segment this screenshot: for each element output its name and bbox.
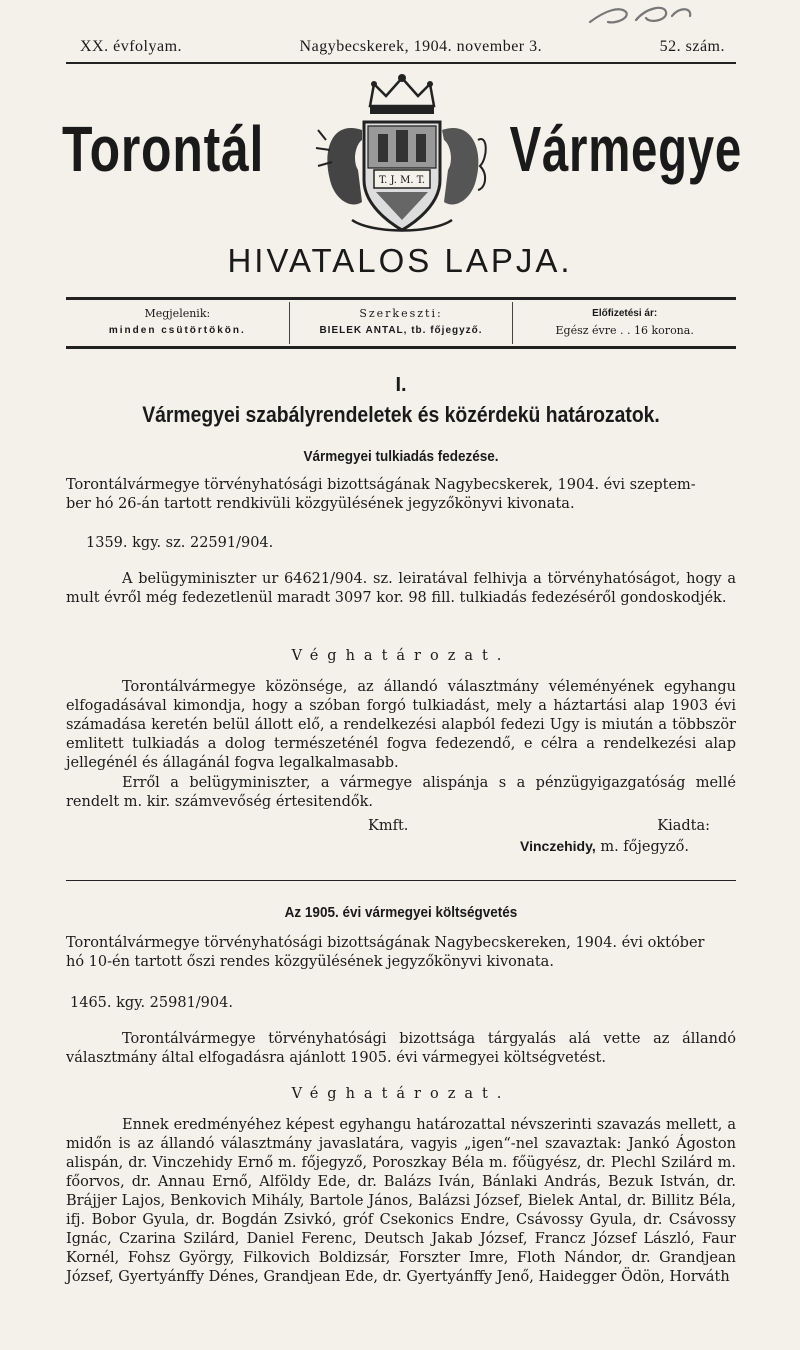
price-value: Egész évre . . 16 korona.: [555, 324, 694, 337]
info-editor: [289, 302, 513, 344]
section1-resolution-heading: Véghatározat.: [291, 648, 511, 664]
section-title: Vármegyei szabályrendeletek és közérdekü határozatok.: [142, 402, 660, 427]
appears-value: minden csütörtökön.: [108, 325, 246, 336]
section2-paragraph2: Ennek eredményéhez képest egyhangu határozattal névszerinti szavazás mellett, a midőn is az állandó választmány javaslatára, vagyis „igen“-nel szavaztak: Jankó Ágoston alispán, dr. Vinczehidy Ernő m. főjegyző, Poroszkay Béla m. főügyész, dr. Plechl Szilárd m. főorvos, dr. Annau Ernő, Alföldy Ede, dr. Balázs Iván, Bánlaki András, Bezuk István, dr. Brájjer Lajos, Benkovich Mihály, Bartole János, Balázsi József, Bielek Antal, dr. Billitz Béla, ifj. Bobor Gyula, dr. Bogdán Zsivkó, gróf Csekonics Endre, Csávossy Gyula, dr. Csávossy Ignác, Czarina Szilárd, Daniel Ferenc, Deutsch Jakab József, Francz József László, Faur Kornél, Fohsz György, Filkovich Boldizsár, Forszter Imre, Floth Nándor, dr. Grandjean József, Gyertyánffy Dénes, Grandjean Ede, dr. Gyertyánffy Jenő, Haidegger Ödön, Horváth: [66, 1117, 736, 1285]
section2-subtitle: Az 1905. évi vármegyei költségvetés: [284, 904, 518, 921]
section1-paragraph3: Erről a belügyminiszter, a vármegye alispánja s a pénzügyigazgatóság mellé rendelt m. kir. számvevőség értesitendők.: [66, 775, 736, 810]
signature-row: [368, 818, 710, 834]
title-right: Vármegye: [509, 113, 742, 185]
header-rule: [66, 62, 736, 64]
section2-intro-line1: Torontálvármegye törvényhatósági bizottságának Nagybecskereken, 1904. évi október: [66, 935, 705, 951]
editor-value: BIELEK ANTAL, tb. főjegyző.: [319, 325, 483, 336]
issue-number: 52. szám.: [659, 38, 725, 55]
section-divider: [66, 880, 736, 881]
signature: [520, 838, 740, 855]
title-left: Torontál: [62, 113, 265, 185]
section1-subtitle: Vármegyei tulkiadás fedezése.: [303, 448, 499, 465]
section1-intro-line2: ber hó 26-án tartott rendkivüli közgyülésének jegyzőkönyvi kivonata.: [66, 496, 575, 512]
section2-resolution-heading: Véghatározat.: [291, 1086, 511, 1102]
info-price: [512, 302, 736, 344]
section2-paragraph1: Torontálvármegye törvényhatósági bizottsága tárgyalás alá vette az állandó választmány által elfogadásra ajánlott 1905. évi vármegyei költségvetést.: [66, 1031, 736, 1066]
section1-paragraph2: Torontálvármegye közönsége, az állandó választmány véleményének egyhangu elfogadásával kimondja, hogy a szóban forgó tulkiadást, mely a háztartási alap 1903 évi számadása keretén belül állott elő, a rendelkezési alapból fedezi Ugy is miután a többször emlitett tulkiadás a dolog természeténél fogva fedezendő, e célra a rendelkezési alap jellegénél és állagánál fogva legalkalmasabb.: [66, 679, 736, 771]
section1-paragraph1: A belügyminiszter ur 64621/904. sz. leiratával felhivja a törvényhatóságot, hogy a mult évről még fedezetlenül maradt 3097 kor. 98 fill. tulkiadás fedezéséről gondoskodjék.: [66, 571, 736, 606]
info-bar: [66, 302, 736, 344]
masthead: [62, 70, 742, 240]
info-rule-bottom: [66, 346, 736, 349]
crest-label: T. J. M. T.: [378, 175, 426, 186]
kmft: Kmft.: [368, 818, 409, 834]
section2-reference: 1465. kgy. 25981/904.: [70, 995, 233, 1011]
editor-label: Szerkeszti:: [359, 307, 443, 320]
info-rule-top: [66, 297, 736, 300]
place-date: Nagybecskerek, 1904. november 3.: [299, 38, 543, 55]
section1-reference: 1359. kgy. sz. 22591/904.: [86, 535, 274, 551]
issued-label: Kiadta:: [657, 818, 710, 834]
section1-intro-line1: Torontálvármegye törvényhatósági bizottságának Nagybecskerek, 1904. évi szeptem-: [66, 477, 696, 493]
info-appears: [66, 302, 289, 344]
volume: XX. évfolyam.: [80, 38, 183, 55]
signer-name: Vinczehidy,: [520, 838, 596, 854]
signer-title: m. főjegyző.: [600, 839, 689, 855]
section2-intro-line2: hó 10-én tartott őszi rendes közgyülésének jegyzőkönyvi kivonata.: [66, 954, 554, 970]
section-number: I.: [395, 374, 407, 396]
subtitle: HIVATALOS LAPJA.: [227, 242, 573, 279]
header-line: [80, 38, 725, 56]
coat-of-arms-icon: [312, 70, 492, 240]
section1-intro: [66, 476, 736, 514]
appears-label: Megjelenik:: [144, 307, 211, 320]
section2-intro: [66, 934, 736, 972]
price-label: Előfizetési ár:: [592, 308, 658, 319]
handwritten-mark-icon: [586, 2, 696, 30]
